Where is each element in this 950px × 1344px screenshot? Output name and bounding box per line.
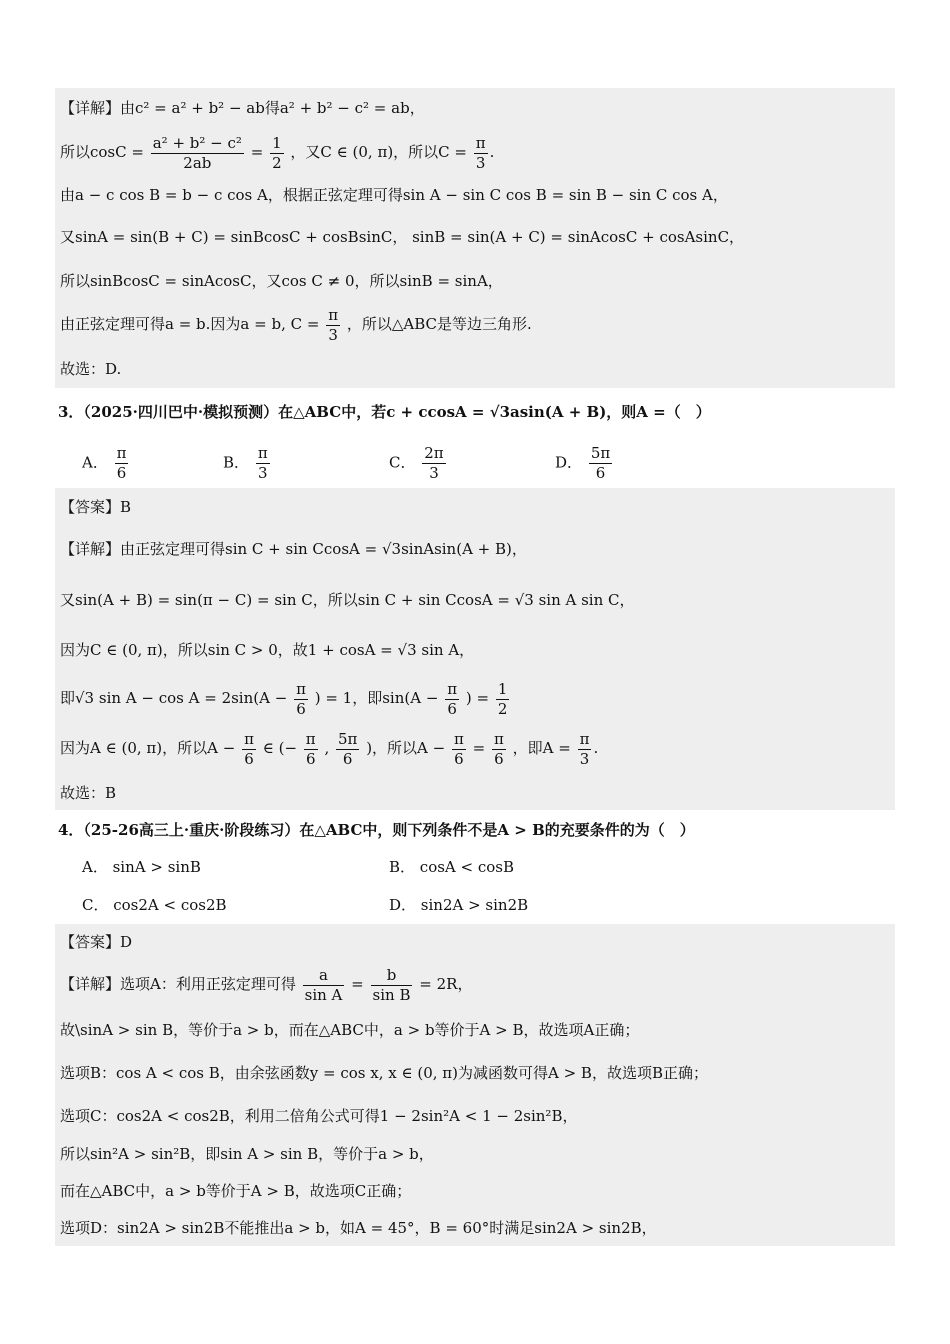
q4-option-c: C． cos2A < cos2B <box>82 896 227 914</box>
solution4-line6: 而在△ABC中，a > b等价于A > B，故选项C正确； <box>60 1182 412 1200</box>
fraction: $\frac{\text{a² + b² − c²}}{2ab}$ <box>152 133 242 172</box>
text: 所以cosC = <box>60 143 144 161</box>
q3-option-a: A． $\frac{\pi}{6}$ <box>82 444 127 482</box>
solution4-line1: 【详解】选项A：利用正弦定理可得 $\frac{a}{\text{sin A}}$ = $\frac{b}{\text{sin B}}$ = 2R， <box>60 965 473 1004</box>
solution2-line6 <box>60 304 532 345</box>
solution2-line7: 故选：D. <box>60 360 122 378</box>
q4-option-b: B． cosA < cosB <box>389 858 515 876</box>
q4-option-a: A． sinA > sinB <box>82 858 201 876</box>
text: ，所以△ABC是等边三角形. <box>346 315 532 333</box>
solution3-answer: 【答案】B <box>60 498 132 516</box>
solution3-line3: 因为C ∈ (0, π)，所以sin C > 0，故1 + cosA = √3 sin A， <box>60 641 475 659</box>
text: ，又C ∈ (0, π)，所以C = <box>290 143 467 161</box>
solution3-line2: 又sin(A + B) = sin(π − C) = sin C，所以sin C + sin CcosA = √3 sin A sin C， <box>60 591 635 609</box>
q4-option-d: D． sin2A > sin2B <box>389 896 529 914</box>
fraction: $\frac{1}{2}$ <box>272 133 282 172</box>
fraction: $\frac{\pi}{3}$ <box>475 133 486 172</box>
solution2-line1: 【详解】由c² = a² + b² − ab得a² + b² − c² = ab， <box>60 99 425 117</box>
q3-option-b: B． $\frac{\pi}{3}$ <box>223 444 268 482</box>
solution3-line6: 故选：B <box>60 784 117 802</box>
solution3-line1: 【详解】由正弦定理可得sin C + sin CcosA = √3sinAsin(A + B)， <box>60 540 527 558</box>
solution4-line3: 选项B：cos A < cos B，由余弦函数y = cos x, x ∈ (0, π)为减函数可得A > B，故选项B正确； <box>60 1064 708 1082</box>
text: = <box>250 143 264 161</box>
question-3-stem: 3．（2025·四川巴中·模拟预测）在△ABC中，若c + ccosA = √3asin(A + B)，则A =（ ） <box>58 403 711 421</box>
solution2-line5: 所以sinBcosC = sinAcosC，又cos C ≠ 0，所以sinB = sinA， <box>60 272 503 290</box>
solution4-line2: 故\sinA > sin B，等价于a > b，而在△ABC中，a > b等价于A > B，故选项A正确； <box>60 1021 640 1039</box>
solution3-line5: 因为A ∈ (0, π)，所以A − $\frac{\pi}{6}$ ∈ (− $\frac{\pi}{6}$ , $\frac{5\pi}{6}$ )，所以A − $\frac{\pi}{6}$ = $\frac{\pi}{6}$ ，即A = $\frac{\pi}{3}$ . <box>60 729 599 768</box>
solution4-line7: 选项D：sin2A > sin2B不能推出a > b，如A = 45°，B = 60°时满足sin2A > sin2B， <box>60 1219 657 1237</box>
q3-option-c: C． $\frac{2\pi}{3}$ <box>389 444 444 482</box>
solution2-line2: 所以cosC = $\frac{\text{a² + b² − c²}}{2ab}$ = $\frac{1}{2}$ ，又C ∈ (0, π)，所以C = $\frac{\pi}{3}$ . <box>60 133 495 172</box>
solution3-line4: 即√3 sin A − cos A = 2sin(A − $\frac{\pi}{6}$ ) = 1，即sin(A − $\frac{\pi}{6}$ ) = $\frac{1}{2}$ <box>60 679 508 718</box>
solution4-line4: 选项C：cos2A < cos2B，利用二倍角公式可得1 − 2sin²A < 1 − 2sin²B， <box>60 1107 578 1125</box>
solution4-line5: 所以sin²A > sin²B，即sin A > sin B，等价于a > b， <box>60 1145 434 1163</box>
text: 由正弦定理可得a = b.因为a = b, C = <box>60 315 320 333</box>
solution4-answer: 【答案】D <box>60 933 133 951</box>
solution2-line3: 由a − c cos B = b − c cos A，根据正弦定理可得sin A − sin C cos B = sin B − sin C cos A， <box>60 186 728 204</box>
question-4-stem: 4．（25-26高三上·重庆·阶段练习）在△ABC中，则下列条件不是A > B的充要条件的为（ ） <box>58 821 695 839</box>
fraction: $\frac{\pi}{3}$ <box>328 305 339 344</box>
q3-option-d: D． $\frac{5\pi}{6}$ <box>555 444 611 482</box>
solution2-line4: 又sinA = sin(B + C) = sinBcosC + cosBsinC， sinB = sin(A + C) = sinAcosC + cosAsinC， <box>60 228 745 246</box>
